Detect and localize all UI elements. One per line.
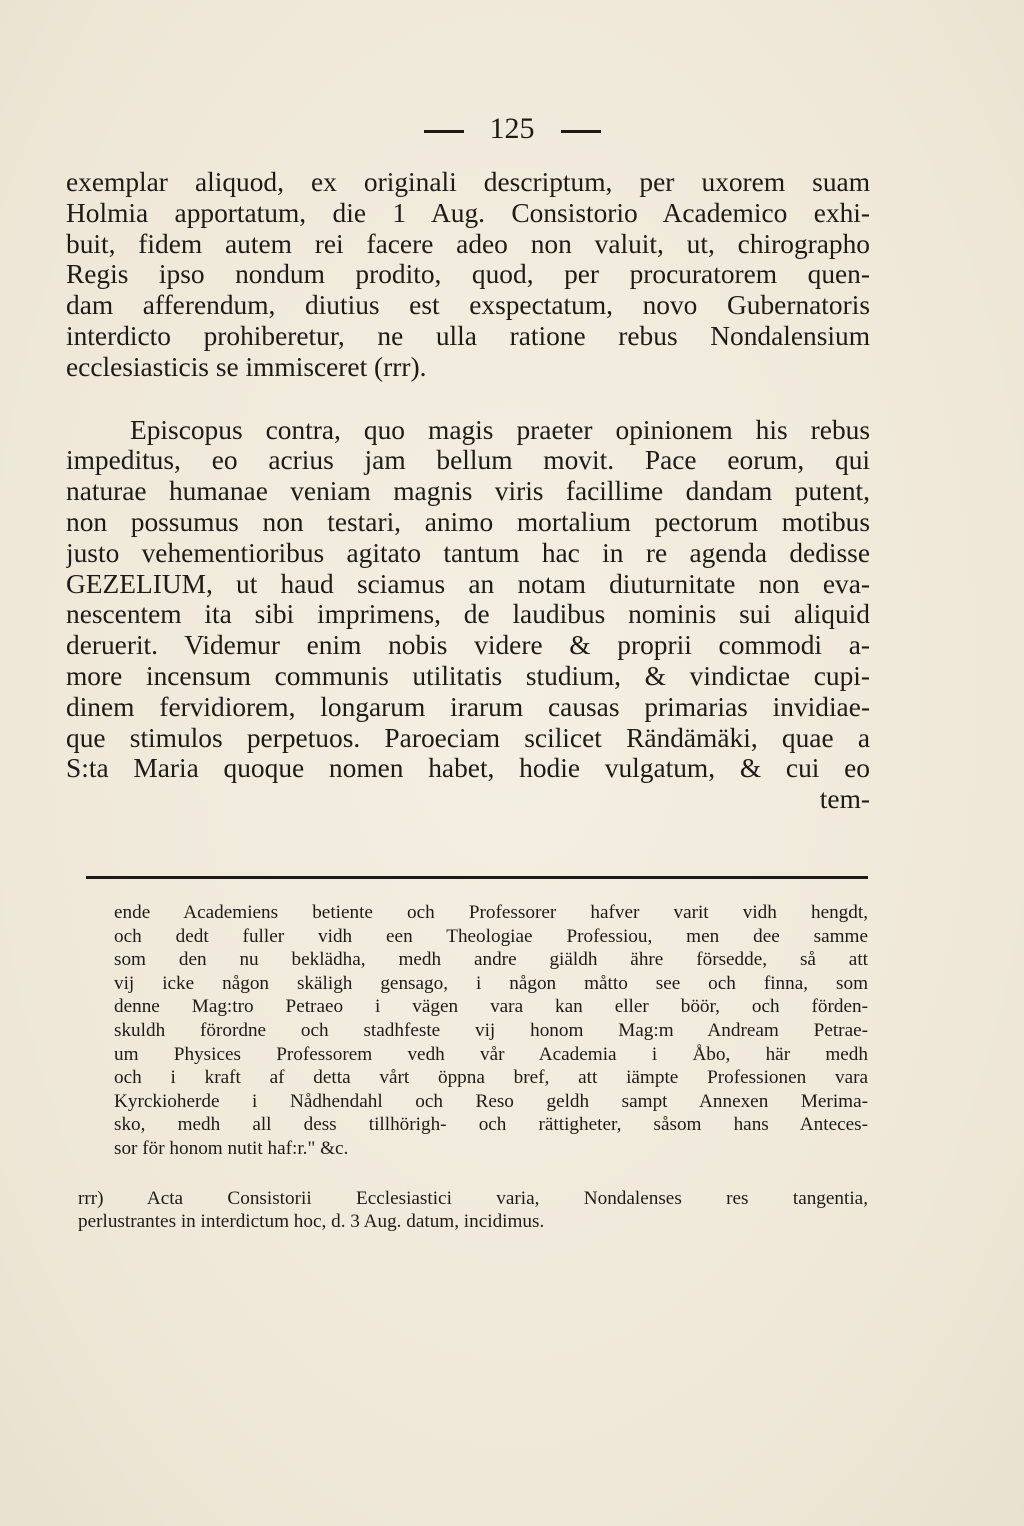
header-dash-left bbox=[424, 130, 464, 133]
text-line: Holmia apportatum, die 1 Aug. Consistorio Academico exhi- bbox=[66, 197, 870, 228]
footnote-line: ende Academiens betiente och Professorer hafver varit vidh hengdt, bbox=[114, 902, 868, 923]
footnote-line: och dedt fuller vidh een Theologiae Professiou, men dee samme bbox=[114, 925, 868, 947]
footnote-line: um Physices Professorem vedh vår Academia i Åbo, här medh bbox=[114, 1043, 868, 1065]
footnote-divider bbox=[86, 876, 868, 879]
text-line: deruerit. Videmur enim nobis videre & proprii commodi a- bbox=[66, 630, 870, 661]
footnote-line: skuldh förordne och stadhfeste vij honom Mag:m Andream Petrae- bbox=[114, 1019, 868, 1041]
page-header bbox=[0, 112, 1024, 146]
text-line: justo vehementioribus agitato tantum hac in re agenda dedisse bbox=[66, 537, 870, 568]
header-dash-right bbox=[561, 130, 601, 133]
page-number: 125 bbox=[489, 112, 535, 145]
footnote-rrr bbox=[78, 1187, 868, 1234]
text-line: impeditus, eo acrius jam bellum movit. Pace eorum, qui bbox=[66, 445, 870, 476]
text-line: more incensum communis utilitatis studium, & vindictae cupi- bbox=[66, 660, 870, 691]
text-line: Episcopus contra, quo magis praeter opinionem his rebus bbox=[130, 414, 870, 445]
text-line: buit, fidem autem rei facere adeo non valuit, ut, chirographo bbox=[66, 228, 870, 259]
text-line: nescentem ita sibi imprimens, de laudibus nominis sui aliquid bbox=[66, 599, 870, 630]
footnote-line: Kyrckioherde i Nådhendahl och Reso geldh sampt Annexen Merima- bbox=[114, 1090, 868, 1112]
text-line: naturae humanae veniam magnis viris facillime dandam putent, bbox=[66, 476, 870, 507]
footnote-line: rrr) Acta Consistorii Ecclesiastici varia, Nondalenses res tangentia, bbox=[78, 1187, 868, 1209]
footnote-line: sor för honom nutit haf:r." &c. bbox=[114, 1137, 349, 1159]
text-line: que stimulos perpetuos. Paroeciam scilicet Rändämäki, quae a bbox=[66, 722, 870, 753]
main-text bbox=[66, 167, 870, 815]
footnote-line: som den nu beklädha, medh andre giäldh ähre försedde, så att bbox=[114, 949, 868, 971]
text-line: exemplar aliquod, ex originali descriptum, per uxorem suam bbox=[66, 167, 870, 197]
text-line: ecclesiasticis se immisceret (rrr). bbox=[66, 351, 427, 382]
text-line: GEZELIUM, ut haud sciamus an notam diuturnitate non eva- bbox=[66, 568, 870, 599]
paragraph-2 bbox=[66, 415, 870, 815]
text-line: dinem fervidiorem, longarum irarum causas primarias invidiae- bbox=[66, 691, 870, 722]
text-line: dam afferendum, diutius est exspectatum, novo Gubernatoris bbox=[66, 290, 870, 321]
footnote-continuation bbox=[114, 901, 868, 1161]
text-line: Regis ipso nondum prodito, quod, per procuratorem quen- bbox=[66, 259, 870, 290]
text-line: S:ta Maria quoque nomen habet, hodie vulgatum, & cui eo bbox=[66, 753, 870, 784]
footnote-line: perlustrantes in interdictum hoc, d. 3 Aug. datum, incidimus. bbox=[78, 1211, 545, 1233]
catchword: tem- bbox=[819, 784, 870, 815]
footnotes bbox=[78, 901, 868, 1234]
footnote-line: vij icke någon skäligh gensago, i någon måtto see och finna, som bbox=[114, 972, 868, 994]
footnote-line: denne Mag:tro Petraeo i vägen vara kan eller böör, och förden- bbox=[114, 996, 868, 1018]
footnote-line: sko, medh all dess tillhörigh- och rättigheter, såsom hans Anteces- bbox=[114, 1114, 868, 1136]
paragraph-1 bbox=[66, 167, 870, 383]
text-line: interdicto prohiberetur, ne ulla ratione rebus Nondalensium bbox=[66, 320, 870, 351]
text-line: non possumus non testari, animo mortalium pectorum motibus bbox=[66, 506, 870, 537]
footnote-line: och i kraft af detta vårt öppna bref, att iämpte Professionen vara bbox=[114, 1067, 868, 1089]
